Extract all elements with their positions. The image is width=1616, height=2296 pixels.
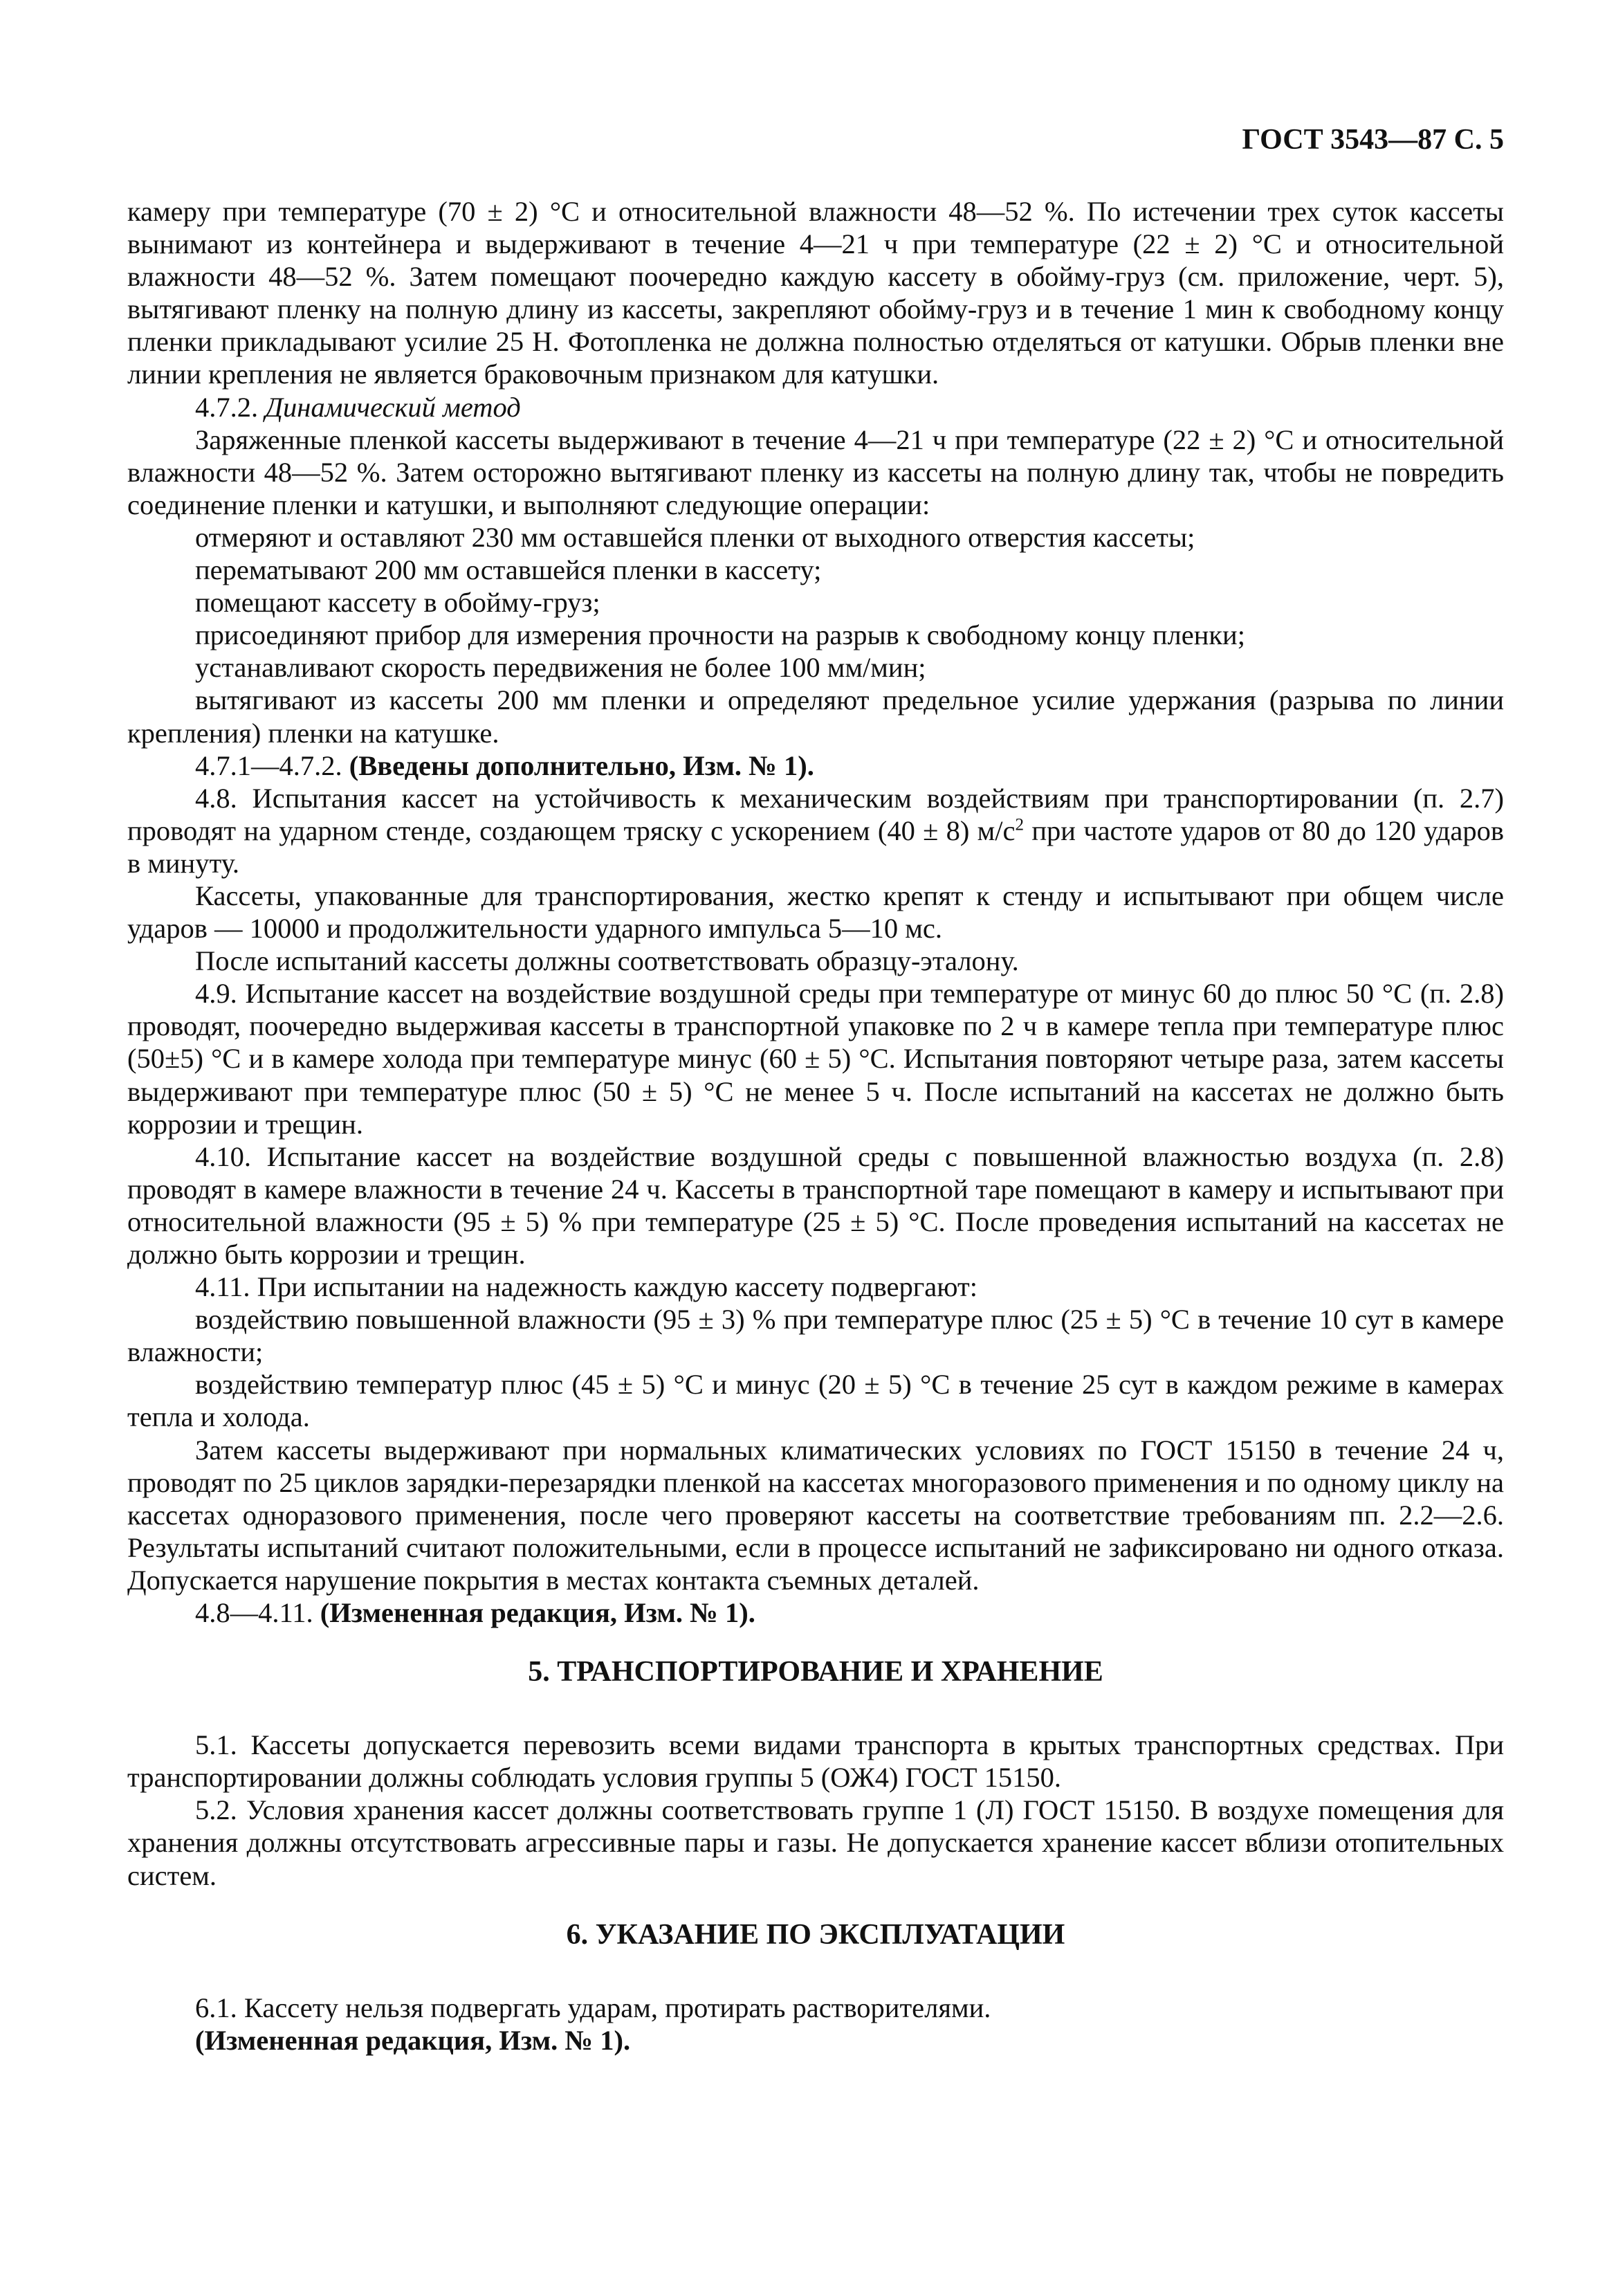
amendment-note: (Измененная редакция, Изм. № 1). bbox=[320, 1597, 755, 1629]
clause-number: 4.7.2. bbox=[195, 391, 259, 423]
clause-number: 4.8—4.11. bbox=[195, 1597, 313, 1629]
document-body bbox=[127, 195, 1504, 2057]
document-page bbox=[127, 0, 1504, 2296]
paragraph-operation-5: устанавливают скорость передвижения не более 100 мм/мин; bbox=[195, 652, 926, 684]
paragraph-camera-aging: камеру при температуре (70 ± 2) °С и относительной влажности 48—52 %. По истечении трех суток кассеты вынимают из контейнера и выдерживают в течение 4—21 ч при температуре (22 ± 2) °С и относительной влажности 48—52 %. Затем помещают поочередно каждую кассету в обойму-груз (см. приложение, черт. 5), вытягивают пленку на полную длину из кассеты, закрепляют обойму-груз и в течение 1 мин к свободному концу пленки прикладывают усилие 25 Н. Фотопленка не должна полностью отделяться от катушки. Обрыв пленки вне линии крепления не является браковочным признаком для катушки. bbox=[127, 196, 1504, 390]
section-5-title: 5. ТРАНСПОРТИРОВАНИЕ И ХРАНЕНИЕ bbox=[528, 1656, 1103, 1688]
text-run: при частоте ударов от 80 до 120 ударов в минуту. bbox=[127, 814, 1504, 879]
paragraph-reliability-result: Затем кассеты выдерживают при нормальных климатических условиях по ГОСТ 15150 в течение 24 ч, проводят по 25 циклов зарядки-перезарядки пленкой на кассетах многоразового применения и по одному циклу на кассетах одноразового применения, после чего проверяют кассеты на соответствие требованиям пп. 2.2—2.6. Результаты испытаний считают положительными, если в процессе испытаний не зафиксировано ни одного отказа. Допускается нарушение покрытия в местах контакта съемных деталей. bbox=[127, 1434, 1504, 1596]
amendment-note: (Введены дополнительно, Изм. № 1). bbox=[349, 749, 814, 781]
clause-number: 4.7.1—4.7.2. bbox=[195, 749, 342, 781]
paragraph-operation-6: вытягивают из кассеты 200 мм пленки и определяют предельное усилие удержания (разрыва по линии крепления) пленки на катушке. bbox=[127, 684, 1504, 749]
paragraph-packed-cassettes: Кассеты, упакованные для транспортирования, жестко крепят к стенду и испытывают при общем числе ударов — 10000 и продолжительности ударного импульса 5—10 мс. bbox=[127, 880, 1504, 945]
spacer bbox=[127, 1690, 1504, 1729]
paragraph-amendment-6-1 bbox=[127, 2024, 1504, 2057]
page-header: ГОСТ 3543—87 С. 5 bbox=[1242, 124, 1504, 156]
paragraph-5-1: 5.1. Кассеты допускается перевозить всеми видами транспорта в крытых транспортных средствах. При транспортировании должны соблюдать условия группы 5 (ОЖ4) ГОСТ 15150. bbox=[127, 1729, 1504, 1794]
section-6-title: 6. УКАЗАНИЕ ПО ЭКСПЛУАТАЦИИ bbox=[566, 1918, 1065, 1951]
superscript: 2 bbox=[1015, 815, 1025, 835]
paragraph-amendment-4-8 bbox=[127, 1596, 1504, 1629]
paragraph-4-10: 4.10. Испытание кассет на воздействие воздушной среды с повышенной влажностью воздуха (п. 2.8) проводят в камере влажности в течение 24 ч. Кассеты в транспортной таре помещают в камеру и испытывают при относительной влажности (95 ± 5) % при температуре (25 ± 5) °С. После проведения испытаний на кассетах не должно быть коррозии и трещин. bbox=[127, 1140, 1504, 1270]
paragraph-amendment-4-7 bbox=[127, 749, 1504, 782]
spacer bbox=[127, 1953, 1504, 1992]
paragraph-4-8 bbox=[127, 782, 1504, 880]
paragraph-4-9: 4.9. Испытание кассет на воздействие воздушной среды при температуре от минус 60 до плюс 50 °С (п. 2.8) проводят, поочередно выдерживая кассеты в транспортной упаковке по 2 ч в камере тепла при температуре плюс (50±5) °С и в камере холода при температуре минус (60 ± 5) °С. Испытания повторяют четыре раза, затем кассеты выдерживают при температуре плюс (50 ± 5) °С не менее 5 ч. После испытаний на кассетах не должно быть коррозии и трещин. bbox=[127, 978, 1504, 1140]
paragraph-humidity-exposure: воздействию повышенной влажности (95 ± 3) % при температуре плюс (25 ± 5) °С в течение 10 сут в камере влажности; bbox=[127, 1304, 1504, 1368]
clause-title: Динамический метод bbox=[265, 391, 521, 423]
paragraph-dynamic-method: Заряженные пленкой кассеты выдерживают в течение 4—21 ч при температуре (22 ± 2) °С и относительной влажности 48—52 %. Затем осторожно вытягивают пленку из кассеты на полную длину так, чтобы не повредить соединение пленки и катушки, и выполняют следующие операции: bbox=[127, 423, 1504, 520]
paragraph-6-1: 6.1. Кассету нельзя подвергать ударам, протирать растворителями. bbox=[195, 1992, 991, 2023]
paragraph-operation-1: отмеряют и оставляют 230 мм оставшейся пленки от выходного отверстия кассеты; bbox=[195, 521, 1195, 553]
spacer bbox=[127, 1892, 1504, 1917]
paragraph-operation-2: перематывают 200 мм оставшейся пленки в кассету; bbox=[195, 554, 822, 586]
paragraph-operation-4: присоединяют прибор для измерения прочности на разрыв к свободному концу пленки; bbox=[195, 619, 1245, 651]
paragraph-5-2: 5.2. Условия хранения кассет должны соответствовать группе 1 (Л) ГОСТ 15150. В воздухе помещения для хранения должны отсутствовать агрессивные пары и газы. Не допускается хранение кассет вблизи отопительных систем. bbox=[127, 1794, 1504, 1891]
paragraph-4-11: 4.11. При испытании на надежность каждую кассету подвергают: bbox=[195, 1271, 977, 1303]
text-run: 4.8. Испытания кассет на устойчивость к механическим воздействиям при транспортировании (п. 2.7) проводят на ударном стенде, создающем тряску с ускорением (40 ± 8) м/с bbox=[127, 782, 1504, 846]
paragraph-4-7-2-heading bbox=[127, 391, 1504, 423]
paragraph-operation-3: помещают кассету в обойму-груз; bbox=[195, 587, 600, 619]
paragraph-temperature-exposure: воздействию температур плюс (45 ± 5) °С и минус (20 ± 5) °С в течение 25 сут в каждом режиме в камерах тепла и холода. bbox=[127, 1369, 1504, 1433]
spacer bbox=[127, 1629, 1504, 1654]
amendment-note: (Измененная редакция, Изм. № 1). bbox=[195, 2024, 631, 2056]
paragraph-after-tests: После испытаний кассеты должны соответствовать образцу-эталону. bbox=[195, 945, 1019, 977]
